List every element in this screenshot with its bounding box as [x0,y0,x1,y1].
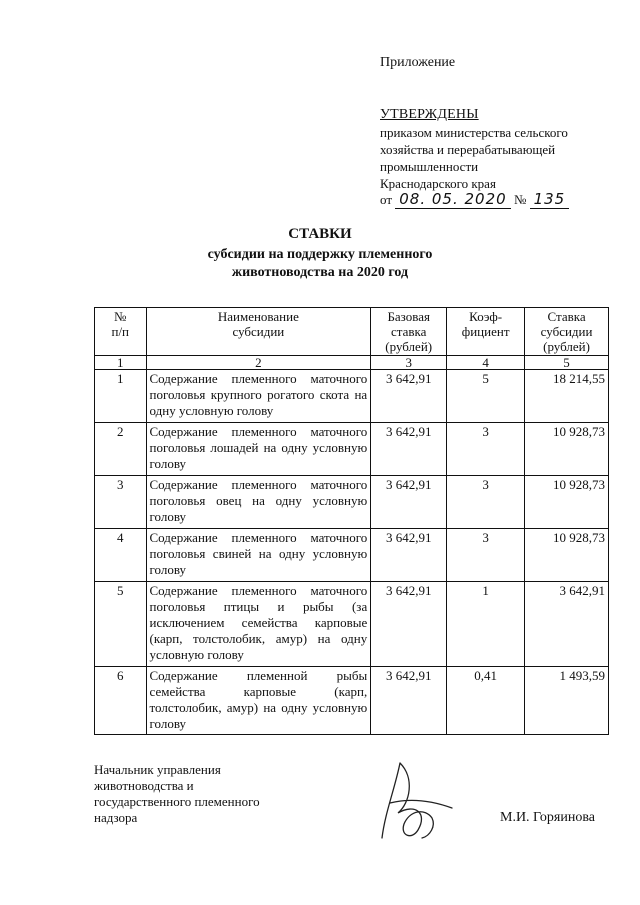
table-row [95,667,609,735]
row-num: 2 [95,423,147,476]
row-num: 1 [95,370,147,423]
order-line: промышленности [380,159,479,174]
subsidy-rates-table [94,307,609,735]
row-rate: 10 928,73 [525,476,609,529]
header-text: фициент [461,324,510,339]
table-row [95,370,609,423]
table-header-row [95,308,609,356]
table-row [95,582,609,667]
row-base: 3 642,91 [371,667,447,735]
header-text: № [114,309,127,324]
row-coef: 1 [447,582,525,667]
table-row [95,529,609,582]
signatory-name: М.И. Горяинова [500,810,595,825]
row-rate: 18 214,55 [525,370,609,423]
order-line: Краснодарского края [380,176,496,191]
handwritten-date: 08. 05. 2020 [395,190,510,209]
row-base: 3 642,91 [371,370,447,423]
header-base [371,308,447,356]
row-rate: 10 928,73 [525,529,609,582]
order-reference [380,124,620,192]
signatory-position [94,762,260,826]
appendix-label: Приложение [380,55,456,70]
position-line: государственного племенного [94,794,260,809]
row-rate: 1 493,59 [525,667,609,735]
row-num: 6 [95,667,147,735]
column-index: 2 [146,356,371,370]
header-text: Наименование [217,309,299,324]
column-index: 4 [447,356,525,370]
order-line: хозяйства и перерабатывающей [380,142,556,157]
column-index-row [95,356,609,370]
row-base: 3 642,91 [371,476,447,529]
document-subtitle [0,246,640,282]
row-name: Содержание племенного маточного поголовья лошадей на одну условную голову [146,423,371,476]
approved-label: УТВЕРЖДЕНЫ [380,107,479,122]
row-name: Содержание племенной рыбы семейства карповые (карп, толстолобик, амур) на одну условную голову [146,667,371,735]
header-num [95,308,147,356]
subtitle-line: субсидии на поддержку племенного [207,247,433,262]
order-date-number [380,190,569,209]
row-base: 3 642,91 [371,423,447,476]
header-name [146,308,371,356]
header-text: Базовая [387,309,430,324]
row-base: 3 642,91 [371,582,447,667]
position-line: Начальник управления [94,762,221,777]
header-text: субсидии [232,324,285,339]
row-num: 5 [95,582,147,667]
header-text: п/п [111,324,130,339]
number-prefix: № [513,192,527,207]
header-coef [447,308,525,356]
table-row [95,423,609,476]
header-rate [525,308,609,356]
header-text: Ставка [547,309,586,324]
row-base: 3 642,91 [371,529,447,582]
handwritten-number: 135 [530,190,570,209]
row-rate: 10 928,73 [525,423,609,476]
column-index: 5 [525,356,609,370]
row-name: Содержание племенного маточного поголовья крупного рогатого скота на одну условную голову [146,370,371,423]
row-name: Содержание племенного маточного поголовья овец на одну условную голову [146,476,371,529]
header-text: Коэф- [469,309,503,324]
header-text: субсидии [540,324,593,339]
table-row [95,476,609,529]
row-name: Содержание племенного маточного поголовья птицы и рыбы (за исключением семейства карповые (карп, толстолобик, амур) на одну условную голову [146,582,371,667]
subtitle-line: животноводства на 2020 год [231,265,409,280]
row-coef: 3 [447,423,525,476]
row-num: 3 [95,476,147,529]
row-num: 4 [95,529,147,582]
date-prefix: от [380,192,393,207]
header-text: ставка [390,324,427,339]
signature-icon [370,758,460,848]
row-coef: 3 [447,476,525,529]
order-line: приказом министерства сельского [380,125,568,140]
position-line: надзора [94,810,138,825]
row-name: Содержание племенного маточного поголовья свиней на одну условную голову [146,529,371,582]
document-title: СТАВКИ [288,226,352,242]
header-text: (рублей) [543,339,590,354]
row-rate: 3 642,91 [525,582,609,667]
row-coef: 5 [447,370,525,423]
column-index: 3 [371,356,447,370]
row-coef: 3 [447,529,525,582]
header-text: (рублей) [385,339,433,354]
row-coef: 0,41 [447,667,525,735]
column-index: 1 [95,356,147,370]
position-line: животноводства и [94,778,194,793]
